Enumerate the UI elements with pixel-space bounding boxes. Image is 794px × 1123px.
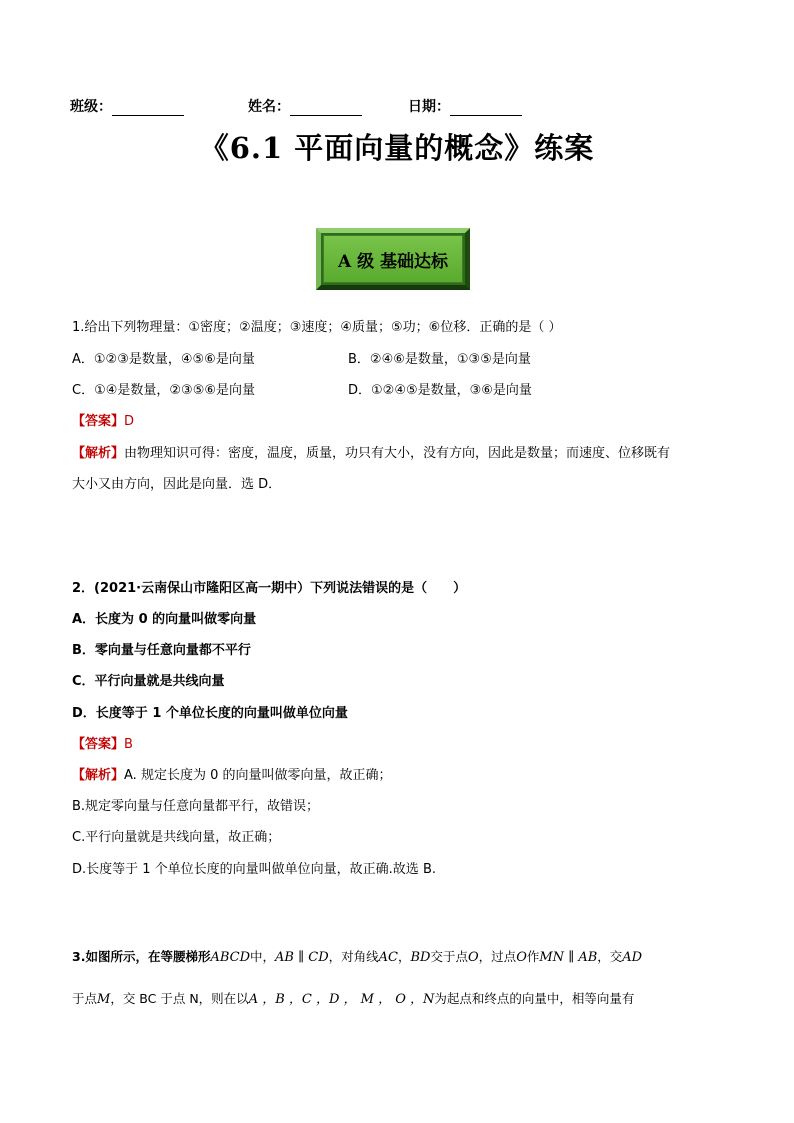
name-blank[interactable] — [290, 101, 362, 116]
q2-analysis-line3: C.平行向量就是共线向量，故正确； — [72, 830, 281, 845]
date-label: 日期： — [408, 99, 450, 115]
page-title: 《6.1 平面向量的概念》练案 — [199, 131, 595, 165]
date-blank[interactable] — [450, 101, 522, 116]
q2-analysis-line1 — [72, 767, 391, 785]
q3-math-abcd: ABCD — [210, 950, 251, 965]
q1-option-a: A．①②③是数量，④⑤⑥是向量 — [72, 352, 255, 367]
level-badge-label: A 级 基础达标 — [323, 235, 463, 283]
q1-answer-value: D — [124, 414, 135, 429]
q1-answer — [72, 413, 134, 431]
q1-option-c: C．①④是数量，②③⑤⑥是向量 — [72, 383, 256, 398]
q3-text-3: ，对角线 — [328, 949, 379, 964]
q3-text-6: ，过点 — [478, 949, 517, 964]
q3-stem-line2 — [72, 990, 634, 1009]
q3-math-ad: AD — [622, 950, 643, 965]
q2-option-d: D．长度等于 1 个单位长度的向量叫做单位向量 — [72, 706, 348, 721]
q2-answer — [72, 736, 133, 754]
q1-analysis-line2: 大小又由方向，因此是向量．选 D． — [72, 477, 282, 492]
q3-text-5: 交于点 — [430, 949, 468, 964]
q3-math-mn-parallel-ab: MN ∥ AB — [539, 950, 598, 965]
level-badge — [316, 228, 470, 290]
q3-text-8: ，交 — [597, 949, 623, 964]
q3-l2-math-points: A ，B ，C ，D ， M ， O ，N — [248, 992, 435, 1007]
q2-answer-value: B — [124, 737, 133, 752]
q3-math-bd: BD — [410, 950, 431, 965]
q2-option-b: B．零向量与任意向量都不平行 — [72, 643, 251, 658]
class-field — [70, 96, 184, 116]
q2-option-a: A．长度为 0 的向量叫做零向量 — [72, 612, 257, 627]
q3-math-ac: AC — [378, 950, 398, 965]
q2-option-c: C．平行向量就是共线向量 — [72, 674, 225, 689]
name-field — [248, 96, 362, 116]
q3-stem-line1 — [72, 948, 642, 967]
class-label: 班级： — [70, 99, 112, 115]
q3-text-7: 作 — [526, 949, 540, 964]
q3-l2-math-m: M — [97, 992, 111, 1007]
q2-analysis-line2: B.规定零向量与任意向量都平行，故错误； — [72, 799, 320, 814]
q2-stem: 2．(2021·云南保山市隆阳区高一期中）下列说法错误的是（ ） — [72, 581, 467, 596]
q3-l2-text-2: ，交 BC 于点 N，则在以 — [110, 991, 249, 1006]
q2-analysis-tag: 【解析】 — [72, 768, 125, 783]
q3-l2-text-1: 于点 — [72, 991, 98, 1006]
q2-analysis-text1: A. 规定长度为 0 的向量叫做零向量，故正确； — [124, 768, 392, 783]
q3-math-ab-parallel-cd: AB ∥ CD — [275, 950, 329, 965]
q3-text-2: 中， — [250, 949, 276, 964]
q1-option-d: D．①②④⑤是数量，③⑥是向量 — [348, 383, 532, 398]
q1-stem: 1.给出下列物理量：①密度；②温度；③速度；④质量；⑤功；⑥位移．正确的是（ ） — [72, 320, 562, 335]
q2-analysis-line4: D.长度等于 1 个单位长度的向量叫做单位向量，故正确.故选 B. — [72, 862, 436, 877]
q3-math-o2: O — [516, 950, 527, 965]
q1-analysis-line1 — [72, 445, 670, 463]
name-label: 姓名： — [248, 99, 290, 115]
q3-text-1: 3.如图所示，在等腰梯形 — [72, 949, 211, 964]
q3-math-o: O — [468, 950, 479, 965]
date-field — [408, 96, 522, 116]
q3-text-4: ， — [397, 949, 411, 964]
q1-analysis-tag: 【解析】 — [72, 446, 125, 461]
q1-answer-tag: 【答案】 — [72, 414, 125, 429]
q2-answer-tag: 【答案】 — [72, 737, 125, 752]
class-blank[interactable] — [112, 101, 184, 116]
q1-option-b: B．②④⑥是数量，①③⑤是向量 — [348, 352, 531, 367]
q1-analysis-text1: 由物理知识可得：密度，温度，质量，功只有大小，没有方向，因此是数量；而速度、位移既有 — [124, 446, 671, 461]
q3-l2-text-3: 为起点和终点的向量中，相等向量有 — [434, 991, 635, 1006]
